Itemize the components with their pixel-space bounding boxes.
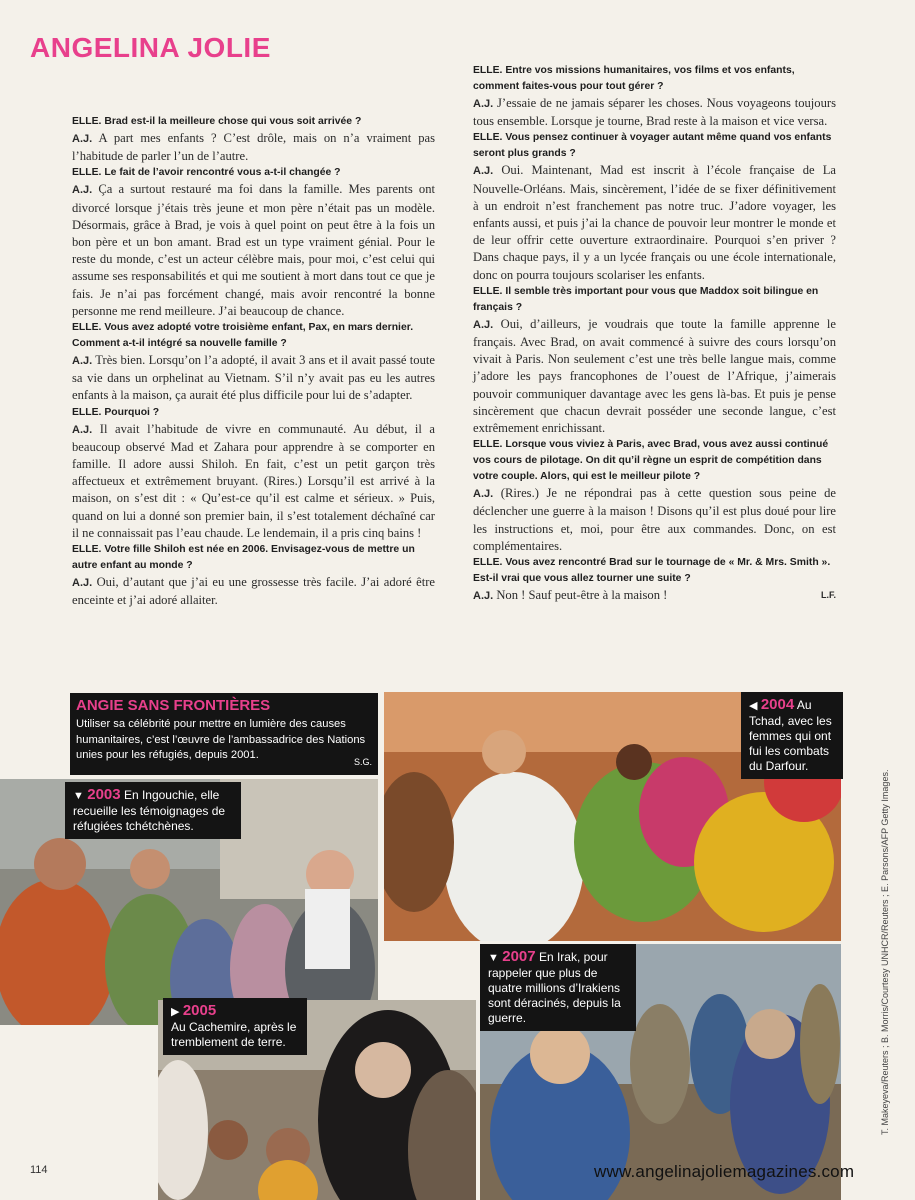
right-text-column (473, 63, 836, 605)
sidebar-text: Utiliser sa célébrité pour mettre en lumière des causes humanitaires, c’est l’œuvre de l’ambassadrice des Nations unies pour les réfugiés, depuis 2001. (76, 718, 366, 761)
interview-answer (473, 485, 836, 555)
speaker-label: A.J. (72, 133, 93, 145)
interview-answer (473, 316, 836, 437)
triangle-down-icon: ▼ (488, 952, 499, 964)
page-number: 114 (30, 1164, 48, 1176)
interview-question: ELLE. Vous avez adopté votre troisième enfant, Pax, en mars dernier. Comment a-t-il intégré sa nouvelle famille ? (72, 322, 414, 350)
speaker-label: A.J. (473, 165, 494, 178)
speaker-label: A.J. (72, 355, 93, 368)
page-title: ANGELINA JOLIE (30, 32, 271, 63)
speaker-label: A.J. (473, 318, 494, 331)
photo-credits: T. Makeyeva/Reuters ; B. Morris/Courtesy UNHCR/Reuters ; E. Parsons/AFP Getty Images. (880, 769, 890, 1135)
interview-question: ELLE. Votre fille Shiloh est née en 2006. Envisagez-vous de mettre un autre enfant au monde ? (72, 544, 415, 572)
speaker-label: A.J. (473, 98, 494, 110)
answer-text: Non ! Sauf peut-être à la maison ! (493, 588, 668, 603)
interview-question: ELLE. Entre vos missions humanitaires, vos films et vos enfants, comment faites-vous pour tout gérer ? (473, 65, 795, 92)
answer-text: Très bien. Lorsqu’on l’a adopté, il avait 3 ans et il avait passé toute sa vie dans un orphelinat au Vietnam. S’il n’y avait pas eu les autres enfants à la maison, ça aurait été plus difficile pour lui de s’adapter. (72, 353, 435, 403)
caption-year: 2003 (87, 786, 121, 803)
interview-answer (473, 95, 836, 130)
caption-2003 (65, 782, 241, 839)
article-signature: L.F. (821, 590, 836, 601)
speaker-label: A.J. (473, 590, 494, 603)
website-link[interactable]: www.angelinajoliemagazines.com (594, 1162, 855, 1181)
caption-year: 2004 (760, 696, 795, 713)
answer-text: Ça a surtout restauré ma foi dans la famille. Mes parents ont divorcé lorsque j’étais très jeune et mon père n’était pas un modèle. Désormais, grâce à Brad, je vois à quel point on peut être à la fois un bon père et un bon amant. Brad est un type vraiment génial. Pour le reste du monde, c’est un acteur célèbre mais, pour moi, c’est celui qui assume ses responsabilités et qui me soutient à mort dans tout ce que je fais. Je n’ai pas forcément changé, mais avoir rencontré la bonne personne me rend meilleure. J’ai beaucoup de chance. (72, 182, 435, 318)
answer-text: Oui. Maintenant, Mad est inscrit à l’école française de La Nouvelle-Orléans. Mais, sincèrement, l’idée de se fixer définitivement à un endroit n’est franchement pas notre truc. J’adore voyager, les enfants aussi, et puis j’ai la chance de pouvoir leur montrer le monde et de leur offrir cette ouverture extraordinaire. Pourquoi s’en priver ? Dans chaque pays, il y a un lycée français ou une école internationale, donc on pourra toujours scolariser les enfants. (473, 163, 836, 282)
triangle-down-icon: ▼ (73, 790, 84, 802)
caption-text: Au Cachemire, après le tremblement de terre. (171, 1020, 297, 1049)
speaker-label: A.J. (72, 577, 93, 590)
sidebar-box (70, 693, 378, 775)
caption-2004 (741, 692, 843, 779)
interview-answer (72, 421, 435, 542)
interview-question: ELLE. Brad est-il la meilleure chose qui vous soit arrivée ? (72, 116, 362, 127)
interview-question: ELLE. Vous pensez continuer à voyager autant même quand vos enfants seront plus grands ? (473, 132, 832, 160)
sidebar-title: ANGIE SANS FRONTIÈRES (76, 697, 271, 714)
answer-text: Oui, d’ailleurs, je voudrais que toute la famille apprenne le français. Avec Brad, on avait commencé à suivre des cours lorsqu’on vivait à Paris. Non seulement c’est une très belle langue mais, comme j’adore les pays francophones de l’ouest de l’Afrique, j’aimerais pouvoir communiquer davantage avec les gens là-bas. Et puis je pense sincèrement que chacun devrait posséder une seconde langue, c’est extrêmement enrichissant. (473, 316, 836, 436)
speaker-label: A.J. (473, 488, 494, 501)
caption-text: En Irak, pour rappeler que plus de quatre millions d’Irakiens sont déracinés, depuis la guerre. (488, 950, 621, 1025)
speaker-label: A.J. (72, 423, 93, 436)
sidebar-signature: S.G. (353, 757, 372, 767)
interview-question: ELLE. Le fait de l’avoir rencontré vous a-t-il changée ? (72, 167, 341, 179)
left-text-column (72, 114, 435, 609)
interview-question: ELLE. Pourquoi ? (72, 406, 160, 418)
speaker-label: A.J. (72, 184, 93, 197)
answer-text: Oui, d’autant que j’ai eu une grossesse très facile. J’ai adoré être enceinte et j’ai adoré allaiter. (72, 575, 435, 608)
interview-question: ELLE. Lorsque vous viviez à Paris, avec Brad, vous avez aussi continué vos cours de pilotage. On dit qu’il règne un esprit de compétition dans votre couple. Alors, qui est le meilleur pilote ? (473, 439, 829, 483)
answer-text: (Rires.) Je ne répondrai pas à cette question sous peine de déclencher une guerre à la maison ! Disons qu’il est plus doué pour lire les instructions et, moi, pour être aux commandes. Donc, on est complémentaires. (473, 486, 836, 553)
interview-answer (473, 162, 836, 283)
caption-2005 (163, 998, 307, 1055)
interview-answer (72, 352, 435, 405)
caption-text: En Ingouchie, elle recueille les témoignages de réfugiées tchétchènes. (73, 788, 226, 833)
interview-question: ELLE. Vous avez rencontré Brad sur le tournage de « Mr. & Mrs. Smith ». Est-il vrai que vous allez tourner une suite ? (473, 557, 831, 585)
caption-year: 2007 (502, 948, 536, 965)
triangle-right-icon: ▶ (171, 1006, 180, 1018)
caption-2007 (480, 944, 636, 1031)
interview-answer (72, 181, 435, 320)
caption-text: Au Tchad, avec les femmes qui ont fui les combats du Darfour. (749, 698, 832, 773)
answer-text: Il avait l’habitude de vivre en communauté. Au début, il a beaucoup observé Mad et Zahara pour apprendre à se comporter en famille. Il adore aussi Shiloh. En fait, c’est un petit garçon très affectueux et extrêmement bruyant. (Rires.) Lorsqu’il est arrivé à la maison, on s’est dit : « Qu’est-ce qu’il est calme et sérieux. » Puis, quand on lui a donné son premier bain, il s’est totalement déchaîné car il ne connaissait pas l’eau chaude. Le lendemain, il a pris cinq bains ! (72, 421, 435, 540)
answer-text: J’essaie de ne jamais séparer les choses. Nous voyageons toujours tous ensemble. Lorsque je tourne, Brad reste à la maison et vice versa. (473, 96, 836, 129)
triangle-left-icon: ◀ (749, 700, 758, 712)
interview-answer (72, 130, 435, 165)
caption-year: 2005 (182, 1002, 217, 1019)
answer-text: A part mes enfants ? C’est drôle, mais on n’a vraiment pas l’habitude de parler l’un de l’autre. (72, 131, 435, 164)
interview-question: ELLE. Il semble très important pour vous que Maddox soit bilingue en français ? (473, 285, 819, 313)
interview-answer (473, 587, 836, 605)
interview-answer (72, 574, 435, 609)
